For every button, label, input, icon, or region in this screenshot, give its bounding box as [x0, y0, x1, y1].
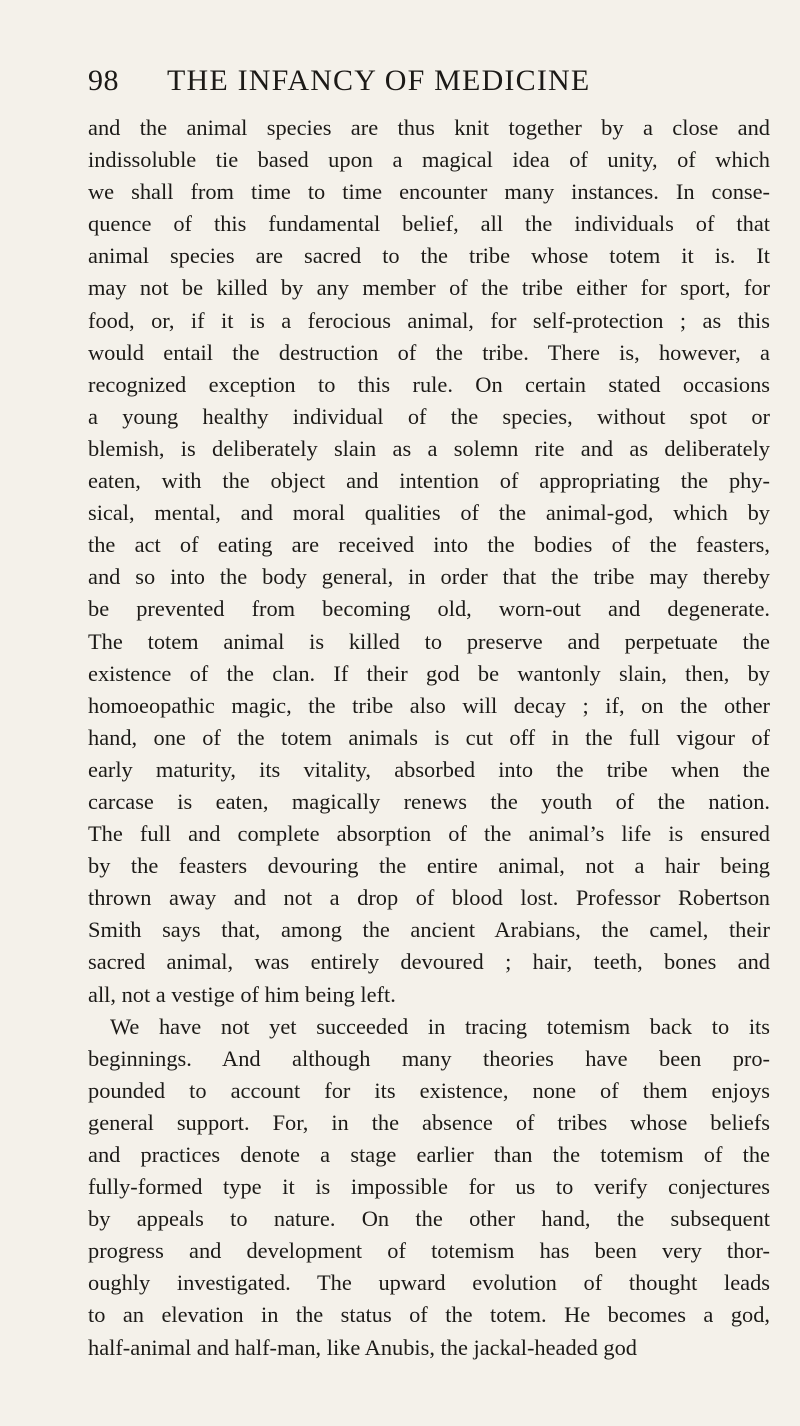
- text-line: by the feasters devouring the entire animal, not a hair being: [88, 853, 770, 879]
- text-line: indissoluble tie based upon a magical idea of unity, of which: [88, 147, 770, 173]
- text-line: food, or, if it is a ferocious animal, for self-protection ; as this: [88, 307, 770, 333]
- text-line: fully-formed type it is impossible for us to verify conjectures: [88, 1174, 770, 1200]
- text-line: all, not a vestige of him being left.: [88, 981, 396, 1007]
- page-header: [88, 64, 760, 104]
- text-line: by appeals to nature. On the other hand, the subsequent: [88, 1206, 770, 1232]
- text-line: progress and development of totemism has been very thor-: [88, 1238, 770, 1264]
- paragraph: [88, 112, 770, 1011]
- text-line: sacred animal, was entirely devoured ; hair, teeth, bones and: [88, 949, 770, 975]
- text-line: a young healthy individual of the species, without spot or: [88, 403, 770, 429]
- text-line: carcase is eaten, magically renews the youth of the nation.: [88, 788, 770, 814]
- text-line: to an elevation in the status of the totem. He becomes a god,: [88, 1302, 770, 1328]
- text-line: we shall from time to time encounter many instances. In conse-: [88, 179, 770, 205]
- text-line: We have not yet succeeded in tracing totemism back to its: [110, 1013, 770, 1039]
- text-line: half-animal and half-man, like Anubis, the jackal-headed god: [88, 1334, 637, 1360]
- text-line: homoeopathic magic, the tribe also will decay ; if, on the other: [88, 692, 770, 718]
- text-line: the act of eating are received into the bodies of the feasters,: [88, 532, 770, 558]
- text-line: would entail the destruction of the tribe. There is, however, a: [88, 339, 770, 365]
- text-line: general support. For, in the absence of tribes whose beliefs: [88, 1109, 770, 1135]
- text-line: The totem animal is killed to preserve and perpetuate the: [88, 628, 770, 654]
- text-line: recognized exception to this rule. On certain stated occasions: [88, 371, 770, 397]
- text-line: pounded to account for its existence, none of them enjoys: [88, 1077, 770, 1103]
- text-line: The full and complete absorption of the animal’s life is ensured: [88, 821, 770, 847]
- text-line: oughly investigated. The upward evolution of thought leads: [88, 1270, 770, 1296]
- text-line: beginnings. And although many theories have been pro-: [88, 1045, 770, 1071]
- paragraph: [88, 1011, 770, 1364]
- body-text: [88, 112, 770, 1364]
- running-head: THE INFANCY OF MEDICINE: [167, 64, 591, 97]
- text-line: and the animal species are thus knit together by a close and: [88, 115, 770, 140]
- text-line: Smith says that, among the ancient Arabians, the camel, their: [88, 917, 770, 943]
- text-line: animal species are sacred to the tribe whose totem it is. It: [88, 243, 770, 269]
- text-line: and so into the body general, in order that the tribe may thereby: [88, 564, 770, 590]
- text-line: thrown away and not a drop of blood lost. Professor Robertson: [88, 885, 770, 911]
- text-line: be prevented from becoming old, worn-out and degenerate.: [88, 596, 770, 622]
- text-line: quence of this fundamental belief, all the individuals of that: [88, 211, 770, 237]
- text-line: existence of the clan. If their god be wantonly slain, then, by: [88, 660, 770, 686]
- text-line: blemish, is deliberately slain as a solemn rite and as deliberately: [88, 435, 770, 461]
- text-line: and practices denote a stage earlier than the totemism of the: [88, 1142, 770, 1167]
- text-line: may not be killed by any member of the tribe either for sport, for: [88, 275, 770, 301]
- text-line: eaten, with the object and intention of appropriating the phy-: [88, 468, 770, 494]
- page-number: 98: [88, 64, 119, 97]
- text-line: early maturity, its vitality, absorbed into the tribe when the: [88, 756, 770, 782]
- text-line: hand, one of the totem animals is cut off in the full vigour of: [88, 724, 770, 750]
- text-line: sical, mental, and moral qualities of the animal-god, which by: [88, 500, 770, 526]
